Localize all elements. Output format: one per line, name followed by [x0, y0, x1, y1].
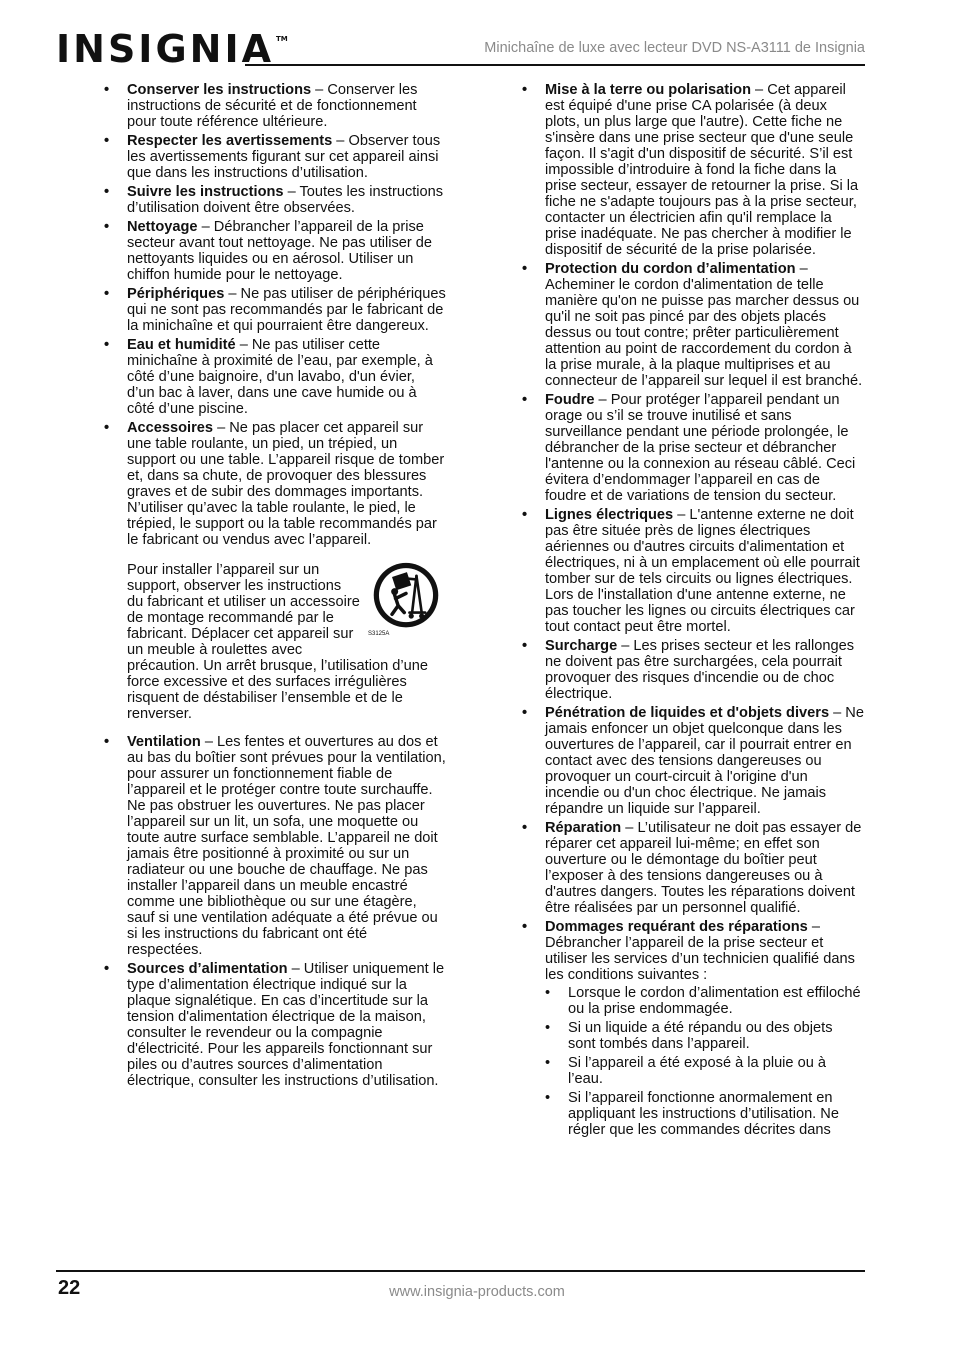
cart-tip-warning-icon — [366, 562, 446, 642]
logo-text: INSIGNIA — [56, 27, 274, 71]
list-item: • Périphériques – Ne pas utiliser de périphériques qui ne sont pas recommandés par le fabricant de la minichaîne et qui pourraient être dangereux. — [104, 286, 446, 334]
list-item: • Eau et humidité – Ne pas utiliser cette minichaîne à proximité de l’eau, par exemple, à côté d’une baignoire, d'un lavabo, d'un évier, d’un bac à laver, dans une cave humide ou à côté d’une piscine. — [104, 337, 433, 417]
icon-code: S3125A — [368, 631, 390, 637]
list-item: • Pénétration de liquides et d'objets divers – Ne jamais enfoncer un objet quelconque dans les ouvertures de l’appareil, car il pourrait entrer en contact avec des tensions dangereuses ou provoquer un court-circuit à l'origine d'un incendie ou d'un choc électrique. Ne jamais répandre un liquide sur l’appareil. — [522, 705, 864, 817]
sub-list-item: • Si l’appareil a été exposé à la pluie ou à l’eau. — [545, 1055, 826, 1087]
cart-tip-icon — [366, 562, 446, 630]
list-item: • Mise à la terre ou polarisation – Cet appareil est équipé d'une prise CA polarisée (à deux plots, un plus large que l'autre). Cette fiche ne s'insère dans une prise secteur que d'une seule façon. Il s'agit d'un dispositif de sécurité. S’il est impossible d’introduire à fond la fiche dans la prise secteur, essayer de retourner la prise. Si la fiche ne s'adapte toujours pas à la prise secteur, contacter un électricien afin qu'il remplace la prise inadéquate. Ne pas chercher à modifier le dispositif de sécurité de la prise polarisée. — [522, 82, 859, 258]
installation-paragraph — [127, 562, 446, 722]
list-item: • Réparation – L’utilisateur ne doit pas essayer de réparer cet appareil lui-même; en effet son ouverture ou le démontage du boîtier peut l’exposer à des tensions dangereuses ou à d'autres dangers. Toutes les réparations doivent être réalisées par un personnel qualifié. — [522, 820, 862, 916]
list-item: • Suivre les instructions – Toutes les instructions d’utilisation doivent être observées. — [104, 184, 444, 216]
list-item: • Surcharge – Les prises secteur et les rallonges ne doivent pas être surchargées, cela pourrait provoquer des risques d'incendie ou de choc électrique. — [522, 638, 855, 702]
list-item: • Nettoyage – Débrancher l’appareil de la prise secteur avant tout nettoyage. Ne pas utiliser de nettoyants liquides ou en aérosol. Utiliser un chiffon humide pour le nettoyage. — [104, 219, 433, 283]
sub-list-item: • Si l’appareil fonctionne anormalement en appliquant les instructions d’utilisation. Ne régler que les commandes décrites dans — [545, 1090, 839, 1138]
list-item: • Protection du cordon d’alimentation – Acheminer le cordon d'alimentation de telle manière qu'on ne puisse pas marcher dessus ou qu'il ne soit pas pincé par des objets placés dessus ou tout contre; prêter particulièrement attention au point de raccordement du cordon à la prise murale, à la plaque multiprises et au connecteur de l’appareil sur lequel il est branché. — [522, 261, 863, 389]
page-number: 22 — [58, 1277, 81, 1299]
list-item: • Foudre – Pour protéger l’appareil pendant un orage ou s’il se trouve inutilisé et sans surveillance pendant une période prolongée, le débrancher de la prise secteur et débrancher l'antenne ou la connexion au réseau câblé. Ceci évitera d’endommager l’appareil en cas de foudre et de variations de tension du secteur. — [522, 392, 856, 504]
sub-list-item: • Lorsque le cordon d’alimentation est effiloché ou la prise endommagée. — [545, 985, 861, 1017]
header-title: Minichaîne de luxe avec lecteur DVD NS-A3111 de Insignia — [484, 40, 865, 56]
insignia-logo — [56, 27, 288, 71]
list-item: • Accessoires – Ne pas placer cet appareil sur une table roulante, un pied, un trépied, un support ou une table. L’appareil risque de tomber et, dans sa chute, de provoquer des blessures graves et de subir des dommages importants. N’utiliser qu’avec la table roulante, le pied, le trépied, le support ou la table recommandés par le fabricant ou vendus avec l’appareil. S3125A Pour installer l’appareil sur un support, observer les instructions du fabricant et utiliser un accessoire de montage recommandé par le fabricant. Déplacer cet appareil sur un meuble à roulettes avec précaution. Un arrêt brusque, l’utilisation d’une force excessive et des surfaces irrégulières risquent de déstabiliser l’ensemble et de le renverser. — [104, 420, 445, 722]
list-item: • Ventilation – Les fentes et ouvertures au dos et au bas du boîtier sont prévues pour la ventilation, pour assurer un fonctionnement fiable de l’appareil et le protéger contre toute surchauffe. Ne pas obstruer les ouvertures. Ne pas placer l’appareil sur un lit, un sofa, une moquette ou toute autre surface semblable. L’appareil ne doit jamais être positionné à proximité ou sur un radiateur ou une bouche de chauffage. Ne pas installer l’appareil dans un meuble encastré comme une bibliothèque ou sur une étagère, sauf si une ventilation adéquate a été prévue ou si les instructions du fabricant ont été respectées. — [104, 734, 446, 958]
footer-rule — [56, 1270, 865, 1272]
header-rule — [245, 64, 865, 66]
list-item: • Lignes électriques – L'antenne externe ne doit pas être située près de lignes électriques aériennes ou d'autres circuits d'alimentation et électriques, ni à un emplacement où elle pourrait tomber sur de tels circuits ou lignes électriques. Lors de l'installation d'une antenne externe, ne pas toucher les lignes ou circuits électriques car tout contact peut être mortel. — [522, 507, 860, 635]
sub-list — [545, 985, 864, 1138]
list-item: • Conserver les instructions – Conserver les instructions de sécurité et de fonctionnement pour toute référence ultérieure. — [104, 82, 418, 130]
logo-trademark: TM — [276, 35, 288, 43]
list-item: • Dommages requérant des réparations – Débrancher l’appareil de la prise secteur et utiliser les services d’un technicien qualifié dans les conditions suivantes : • Lorsque le cordon d’alimentation est effiloché ou la prise endommagée. • Si un liquide a été répandu ou des objets sont tombés dans l’appareil. • Si l’appareil a été exposé à la pluie ou à l’eau. • Si l’appareil fonctionne anormalement en appliquant les instructions d’utilisation. Ne régler que les commandes décrites dans — [522, 919, 864, 1138]
footer-url: www.insignia-products.com — [389, 1284, 565, 1300]
list-item: • Respecter les avertissements – Observer tous les avertissements figurant sur cet appareil ainsi que dans les instructions d’utilisation. — [104, 133, 441, 181]
installation-text: Pour installer l’appareil sur un support, observer les instructions du fabricant et utiliser un accessoire de montage recommandé par le fabricant. Déplacer cet appareil sur un meuble à roulettes avec précaution. Un arrêt brusque, l’utilisation d’une force excessive et des surfaces irrégulières risquent de déstabiliser l’ensemble et de le renverser. — [127, 562, 428, 722]
list-item: • Sources d’alimentation – Utiliser uniquement le type d’alimentation électrique indiqué sur la plaque signalétique. En cas d’incertitude sur la tension d'alimentation électrique de la maison, consulter le revendeur ou la compagnie d'électricité. Pour les appareils fonctionnant sur piles ou d’autres sources d’alimentation électrique, consulter les instructions d’utilisation. — [104, 961, 445, 1089]
right-column — [522, 82, 864, 1141]
sub-list-item: • Si un liquide a été répandu ou des objets sont tombés dans l’appareil. — [545, 1020, 833, 1052]
left-column — [104, 82, 446, 1092]
